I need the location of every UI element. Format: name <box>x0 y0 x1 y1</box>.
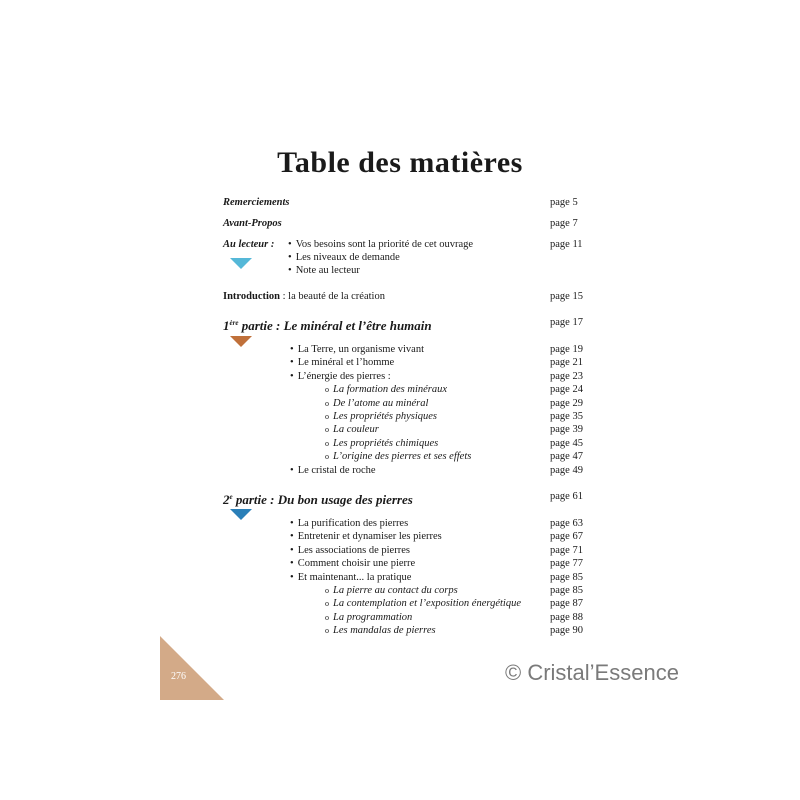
toc-subitem: • Les associations de pierres <box>290 544 410 558</box>
toc-page: page 47 <box>550 451 583 463</box>
toc-subitem: • Le minéral et l’homme <box>290 356 394 370</box>
toc-entry <box>0 370 800 384</box>
toc-subitem: o Les propriétés physiques <box>325 410 437 424</box>
toc-page: page 71 <box>550 544 583 556</box>
toc-entry <box>0 544 800 558</box>
toc-page: page 15 <box>550 291 583 302</box>
toc-subitem: o Les propriétés chimiques <box>325 437 438 451</box>
toc-entry-au-lecteur <box>0 238 800 252</box>
toc-entry-avant-propos <box>0 217 800 231</box>
toc-entry-remerciements <box>0 196 800 210</box>
copyright-watermark: © Cristal’Essence <box>505 660 679 685</box>
toc-subitem: • L’énergie des pierres : <box>290 370 391 384</box>
toc-page: page 85 <box>550 585 583 596</box>
part-title <box>223 489 413 508</box>
toc-entry <box>0 557 800 571</box>
toc-page: page 67 <box>550 531 583 543</box>
toc-subitem: • Le cristal de roche <box>290 464 376 478</box>
toc-subitem: • Les niveaux de demande <box>288 251 400 265</box>
toc-entry <box>0 397 800 411</box>
toc-entry <box>0 450 800 464</box>
toc-page: page 77 <box>550 558 583 570</box>
toc-label-rest: : la beauté de la création <box>280 291 385 302</box>
toc-page: page 35 <box>550 411 583 422</box>
toc-label-bold: Introduction <box>223 291 280 302</box>
toc-entry <box>0 571 800 585</box>
toc-page: page 29 <box>550 397 583 409</box>
toc-entry <box>0 597 800 611</box>
toc-page: page 21 <box>550 357 583 369</box>
toc-label <box>223 290 385 304</box>
toc-page: page 39 <box>550 424 583 436</box>
toc-label: Au lecteur : <box>223 239 275 250</box>
toc-entry <box>0 410 800 424</box>
toc-subitem: o La pierre au contact du corps <box>325 584 458 598</box>
toc-page: page 88 <box>550 611 583 623</box>
toc-page: page 5 <box>550 197 578 208</box>
toc-page: page 61 <box>550 491 583 502</box>
toc-page: page 19 <box>550 344 583 355</box>
toc-subitem: • Vos besoins sont la priorité de cet ouvrage <box>288 238 473 252</box>
toc-entry <box>0 517 800 531</box>
toc-part-2-heading <box>0 489 800 505</box>
toc-subitem: o La contemplation et l’exposition énergétique <box>325 597 521 611</box>
toc-page: page 49 <box>550 464 583 476</box>
toc-subitem: • Entretenir et dynamiser les pierres <box>290 530 442 544</box>
toc-page: page 11 <box>550 239 583 250</box>
toc-entry <box>0 611 800 625</box>
part-ordinal: ère <box>229 319 239 327</box>
part-title-text: partie : Le minéral et l’être humain <box>238 318 432 333</box>
toc-entry <box>0 356 800 370</box>
toc-entry <box>0 624 800 638</box>
toc-page: page 7 <box>550 218 578 229</box>
toc-page: page 45 <box>550 437 583 449</box>
part-number: 2 <box>223 492 230 507</box>
toc-page: page 24 <box>550 384 583 396</box>
toc-entry <box>0 464 800 478</box>
toc-subitem: o Les mandalas de pierres <box>325 624 436 638</box>
part-ordinal: e <box>229 493 233 501</box>
toc-page: page 87 <box>550 598 583 610</box>
toc-label: Avant-Propos <box>223 218 282 229</box>
toc-entry <box>0 264 800 278</box>
toc-entry <box>0 383 800 397</box>
toc-subitem: o L’origine des pierres et ses effets <box>325 450 471 464</box>
page-corner-decoration <box>160 636 224 700</box>
toc-page: page 17 <box>550 317 583 328</box>
toc-subitem: o De l’atome au minéral <box>325 397 428 411</box>
part-title <box>223 315 432 334</box>
toc-label: Remerciements <box>223 197 290 208</box>
toc-subitem: • Et maintenant... la pratique <box>290 571 411 585</box>
toc-subitem: • Note au lecteur <box>288 264 360 278</box>
toc-entry <box>0 584 800 598</box>
toc-subitem: • La purification des pierres <box>290 517 408 531</box>
part-number: 1 <box>223 318 230 333</box>
toc-subitem: o La programmation <box>325 611 412 625</box>
toc-entry <box>0 343 800 357</box>
toc-page: page 85 <box>550 571 583 583</box>
page-number: 276 <box>171 671 186 682</box>
toc-entry <box>0 251 800 265</box>
part-title-text: partie : Du bon usage des pierres <box>232 492 413 507</box>
toc-subitem: • Comment choisir une pierre <box>290 557 415 571</box>
page-title: Table des matières <box>277 146 523 179</box>
toc-subitem: o La couleur <box>325 423 379 437</box>
toc-page: page 63 <box>550 518 583 529</box>
toc-page: page 90 <box>550 625 583 637</box>
toc-subitem: o La formation des minéraux <box>325 383 447 397</box>
toc-subitem: • La Terre, un organisme vivant <box>290 343 424 357</box>
toc-entry <box>0 530 800 544</box>
toc-entry <box>0 437 800 451</box>
toc-page: page 23 <box>550 370 583 382</box>
toc-entry-introduction <box>0 290 800 304</box>
toc-part-1-heading <box>0 315 800 331</box>
toc-entry <box>0 423 800 437</box>
